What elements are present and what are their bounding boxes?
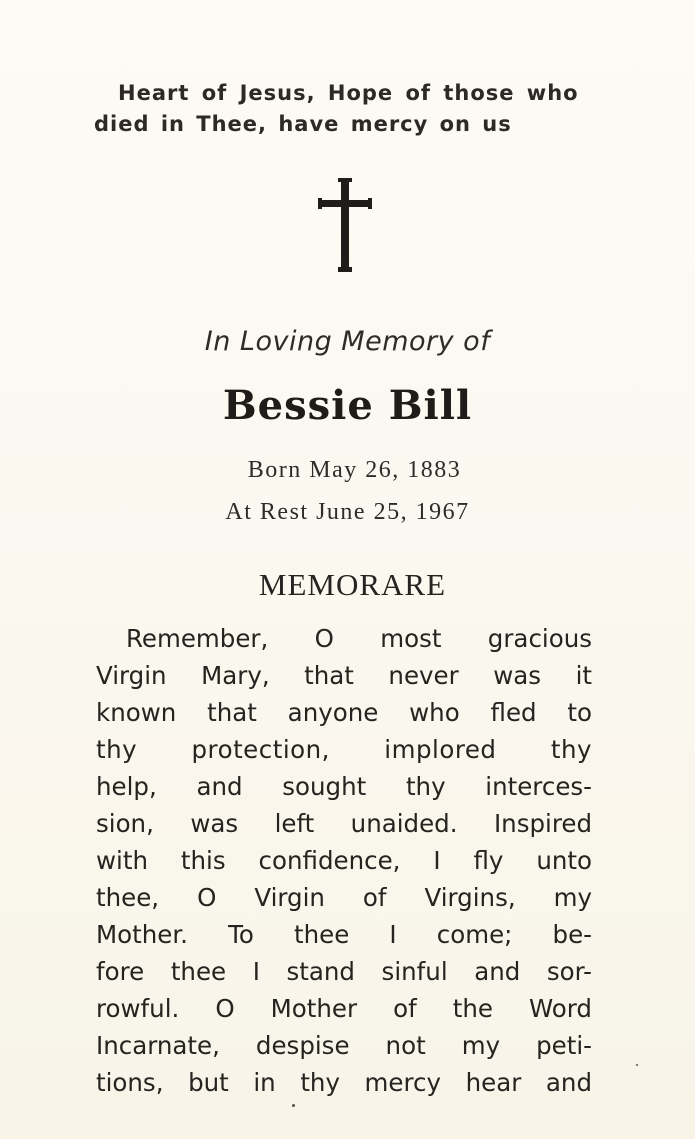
memorare-line: Mother. To thee I come; be- — [96, 920, 592, 949]
deceased-name: Bessie Bill — [222, 382, 473, 429]
memorare-line: help, and sought thy interces- — [96, 772, 592, 801]
ink-speck — [636, 1064, 638, 1066]
memorare-line: Remember, O most gracious — [126, 624, 592, 653]
prayer-line-1: Heart of Jesus, Hope of those who — [118, 81, 579, 105]
cross-icon — [318, 178, 372, 272]
memorare-line: Incarnate, despise not my peti- — [96, 1031, 592, 1060]
ink-speck — [292, 1104, 295, 1107]
memorare-line: sion, was left unaided. Inspired — [96, 809, 592, 838]
memorare-line: tions, but in thy mercy hear and — [96, 1068, 592, 1097]
memorare-line: with this confidence, I fly unto — [96, 846, 592, 875]
prayer-line-2: died in Thee, have mercy on us — [94, 112, 512, 136]
death-date: At Rest June 25, 1967 — [225, 499, 470, 525]
memorare-line: thy protection, implored thy — [96, 735, 592, 764]
memorare-text — [96, 620, 592, 1101]
memorare-line: thee, O Virgin of Virgins, my — [96, 883, 592, 912]
memorare-line: fore thee I stand sinful and sor- — [96, 957, 592, 986]
birth-date: Born May 26, 1883 — [247, 457, 462, 483]
prayer-invocation — [94, 78, 594, 140]
in-memory-line: In Loving Memory of — [204, 326, 491, 357]
memorare-title: MEMORARE — [258, 567, 447, 602]
memorare-line: rowful. O Mother of the Word — [96, 994, 592, 1023]
memorare-line: Virgin Mary, that never was it — [96, 661, 592, 690]
memorare-line: known that anyone who fled to — [96, 698, 592, 727]
